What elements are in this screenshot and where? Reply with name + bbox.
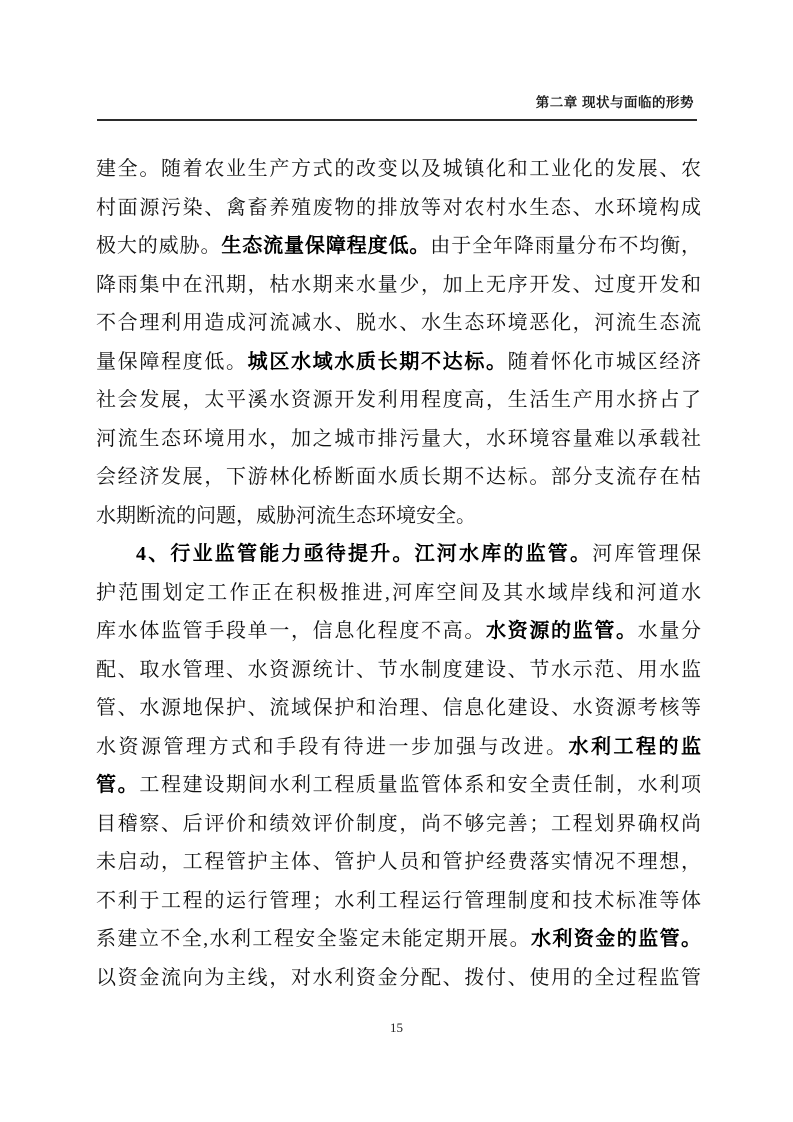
text-line	[96, 189, 701, 228]
text-line	[96, 843, 701, 882]
body-text-run: 护范围划定工作正在积极推进,河库空间及其水域岸线和河道水	[96, 581, 701, 604]
body-text-run: 社会发展，太平溪水资源开发利用程度高，生活生产用水挤占了	[96, 389, 701, 411]
running-header-chapter-title: 第二章 现状与面临的形势	[535, 95, 694, 110]
body-text-run: 库水体监管手段单一，信息化程度不高。	[96, 620, 486, 642]
text-line	[96, 766, 701, 805]
text-line	[96, 959, 701, 998]
bold-run-in-heading: 4、行业监管能力亟待提升。江河水库的监管。	[136, 543, 593, 565]
text-line	[96, 535, 701, 574]
bold-run-in-heading: 水利工程的监	[568, 735, 701, 758]
text-line	[96, 612, 701, 651]
body-text-run: 系建立不全,水利工程安全鉴定未能定期开展。	[96, 928, 531, 950]
body-text-run: 河库管理保	[592, 543, 701, 565]
bold-run-in-heading: 水利资金的监管。	[531, 928, 701, 950]
body-text-run: 水期断流的问题，威胁河流生态环境安全。	[96, 504, 476, 527]
body-text-run: 工程建设期间水利工程质量监管体系和安全责任制，水利项	[139, 774, 701, 796]
body-text-run: 村面源污染、禽畜养殖废物的排放等对农村水生态、水环境构成	[96, 196, 701, 219]
text-line	[96, 574, 701, 613]
text-line	[96, 420, 701, 459]
bold-run-in-heading: 生态流量保障程度低。	[221, 235, 431, 257]
body-text-run: 会经济发展，下游林化桥断面水质长期不达标。部分支流存在枯	[96, 466, 701, 488]
body-text-run: 降雨集中在汛期，枯水期来水量少，加上无序开发、过度开发和	[96, 273, 701, 296]
text-line	[96, 882, 701, 921]
text-line	[96, 728, 701, 767]
text-line	[96, 227, 701, 266]
text-line	[96, 266, 701, 305]
body-text-run: 以资金流向为主线，对水利资金分配、拨付、使用的全过程监管	[96, 966, 701, 989]
body-text-run: 建全。随着农业生产方式的改变以及城镇化和工业化的发展、农	[96, 158, 701, 180]
text-line	[96, 920, 701, 959]
body-text-run: 不合理利用造成河流减水、脱水、水生态环境恶化，河流生态流	[96, 312, 701, 334]
text-line	[96, 651, 701, 690]
body-text-run: 不利于工程的运行管理；水利工程运行管理制度和技术标准等体	[96, 889, 701, 912]
header-rule	[97, 119, 697, 121]
body-text-run: 未启动，工程管护主体、管护人员和管护经费落实情况不理想，	[96, 851, 701, 873]
body-text-run: 配、取水管理、水资源统计、节水制度建设、节水示范、用水监	[96, 658, 701, 681]
body-text-run: 管、水源地保护、流域保护和治理、信息化建设、水资源考核等	[96, 697, 701, 719]
bold-run-in-heading: 管。	[96, 774, 140, 796]
text-line	[96, 304, 701, 343]
page-number: 15	[390, 1020, 403, 1035]
text-line	[96, 497, 701, 536]
bold-run-in-heading: 城区水域水质长期不达标。	[247, 350, 508, 373]
text-line	[96, 343, 701, 382]
body-text-run: 极大的威胁。	[96, 235, 222, 257]
body-text-run: 水量分	[637, 620, 701, 642]
bold-run-in-heading: 水资源的监管。	[486, 620, 638, 642]
body-text-run: 目稽察、后评价和绩效评价制度，尚不够完善；工程划界确权尚	[96, 812, 701, 835]
text-line	[96, 381, 701, 420]
text-line	[96, 805, 701, 844]
text-line	[96, 458, 701, 497]
text-line	[96, 689, 701, 728]
body-text-run: 水资源管理方式和手段有待进一步加强与改进。	[96, 735, 569, 758]
body-text-run: 由于全年降雨量分布不均衡，	[430, 235, 701, 257]
text-line	[96, 150, 701, 189]
document-body	[96, 150, 701, 997]
body-text-run: 量保障程度低。	[96, 350, 248, 373]
body-text-run: 河流生态环境用水，加之城市排污量大，水环境容量难以承载社	[96, 427, 701, 450]
body-text-run: 随着怀化市城区经济	[507, 350, 701, 373]
